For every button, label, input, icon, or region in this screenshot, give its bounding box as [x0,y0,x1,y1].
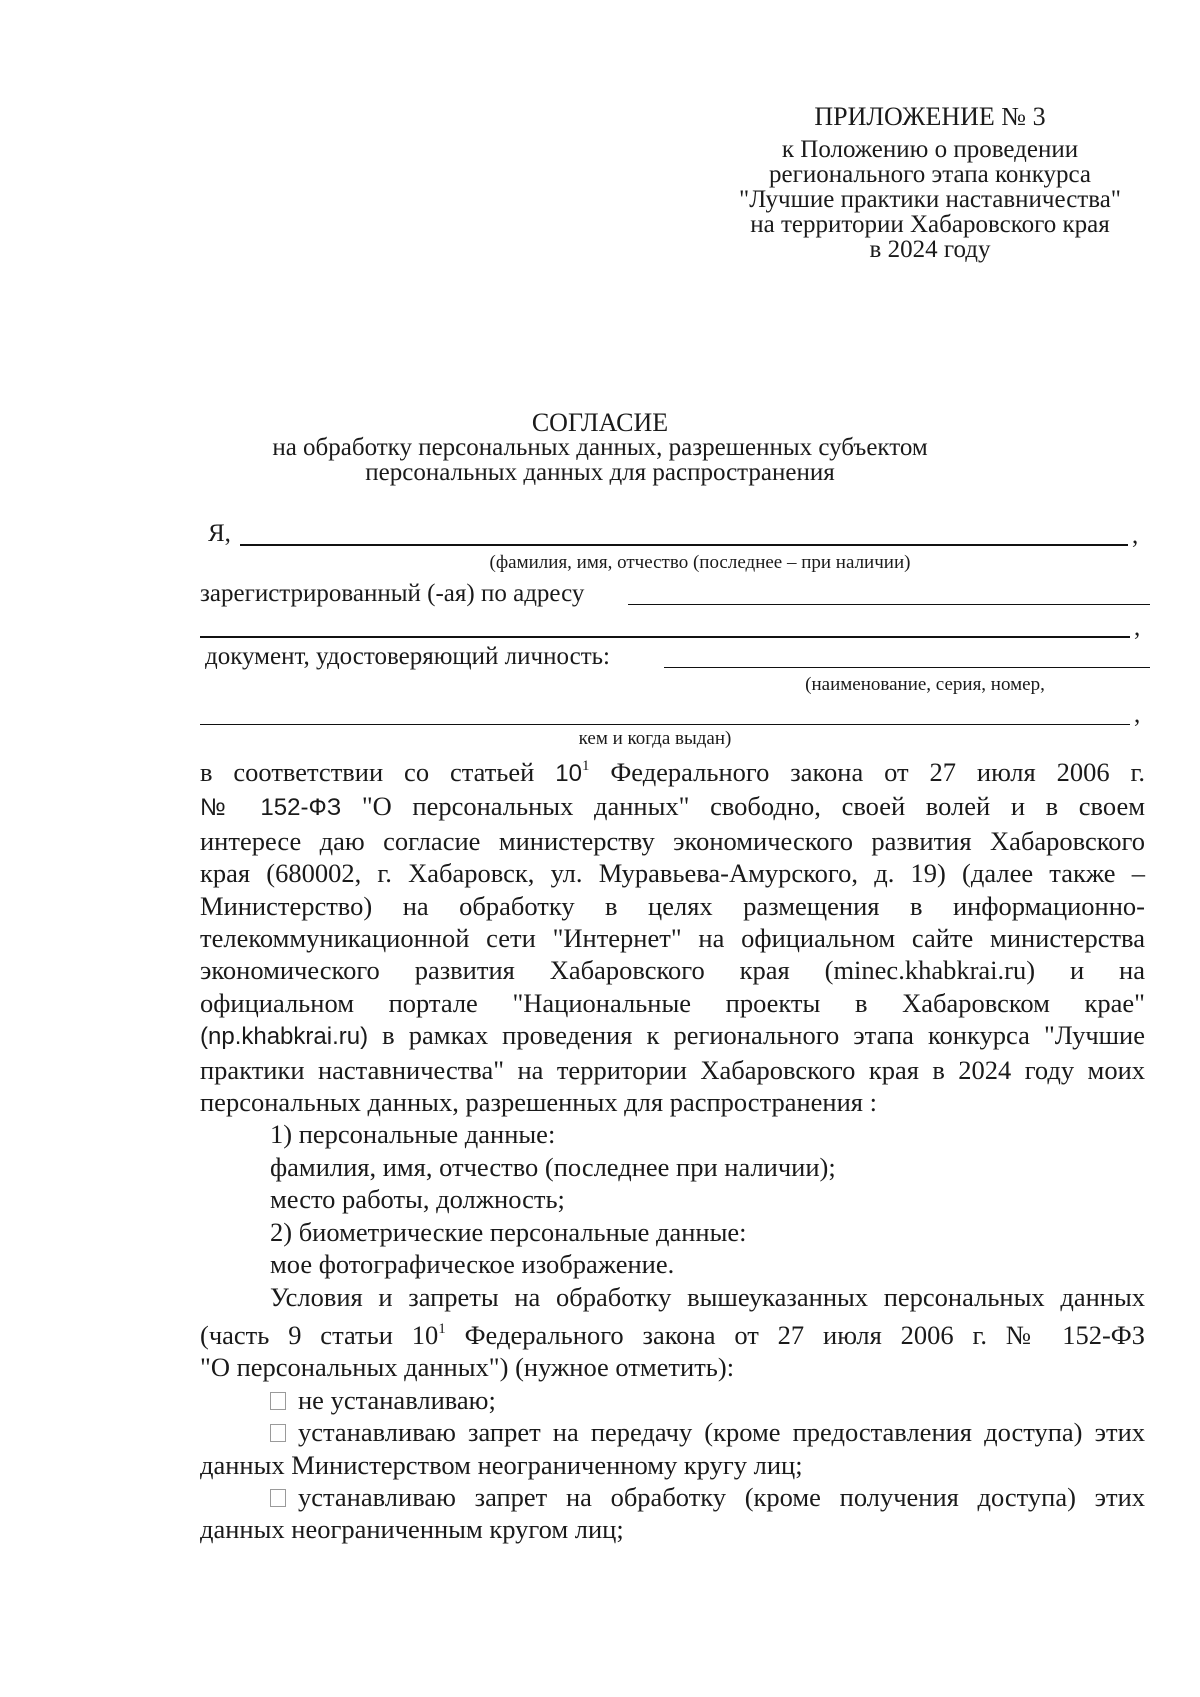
body-line [200,1313,1145,1351]
list-item: фамилия, имя, отчество (последнее при наличии); [270,1151,836,1182]
superscript: 1 [438,1320,446,1337]
appendix-line: в 2024 году [869,236,991,263]
body-line: телекоммуникационной сети "Интернет" на официальном сайте министерства [200,923,1145,954]
body-text: "О персональных данных" свободно, своей волей и в своем [341,791,1145,822]
appendix-line: к Положению о проведении [781,136,1079,163]
law-number: № 152-ФЗ [200,794,342,822]
body-line [200,790,1145,824]
body-line: Министерство) на обработку в целях размещения в информационно- [200,890,1145,921]
address-input-line[interactable] [628,604,1150,605]
body-text: в соответствии со статьей [200,757,556,787]
body-line: "О персональных данных") (нужное отметить): [200,1352,735,1383]
comma: , [1132,522,1139,549]
body-line: персональных данных, разрешенных для распространения : [200,1087,877,1118]
appendix-header [700,104,1160,262]
appendix-title: ПРИЛОЖЕНИЕ № 3 [814,102,1046,131]
option-label: не устанавливаю; [298,1384,496,1415]
body-text: (часть 9 статьи 10 [200,1319,439,1350]
option-label: устанавливаю запрет на обработку (кроме получения доступа) этих [298,1481,1145,1512]
appendix-line: "Лучшие практики наставничества" [738,186,1121,213]
checkbox[interactable] [270,1489,286,1507]
body-line: практики наставничества" на территории Хабаровского края в 2024 году моих [200,1054,1145,1085]
appendix-line: регионального этапа конкурса [768,161,1092,188]
document-title-block [200,410,1000,485]
document-label: документ, удостоверяющий личность: [205,643,610,670]
document-input-line[interactable] [664,667,1150,668]
body-line: интересе даю согласие министерству экономического развития Хабаровского [200,825,1145,856]
i-label: Я, [208,520,231,547]
option-row [200,1384,1145,1416]
body-line [200,1019,1145,1053]
appendix-line: на территории Хабаровского края [750,211,1110,238]
comma: , [1134,701,1141,728]
document-input-line-2[interactable] [200,724,1130,725]
body-text: Федерального закона от 27 июля 2006 г. [589,757,1145,787]
document-subtitle: на обработку персональных данных, разрешенных субъектом [272,434,928,461]
option-row [200,1416,1145,1448]
document-title: СОГЛАСИЕ [531,408,669,437]
list-item: мое фотографическое изображение. [270,1249,675,1280]
body-line: экономического развития Хабаровского края (minec.khabkrai.ru) и на [200,955,1145,986]
fio-input-line[interactable] [240,544,1128,546]
option-row [200,1481,1145,1513]
document-hint-2: кем и когда выдан) [578,728,732,749]
checkbox[interactable] [270,1424,286,1442]
body-text: в рамках проведения к регионального этапа конкурса "Лучшие [368,1020,1145,1051]
checkbox[interactable] [270,1392,286,1410]
fio-hint: (фамилия, имя, отчество (последнее – при наличии) [489,552,911,573]
list-item: 1) персональные данные: [270,1119,556,1150]
document-subtitle: персональных данных для распространения [365,459,835,486]
option-row-continuation: данных неограниченным кругом лиц; [200,1514,624,1545]
superscript: 1 [581,758,590,774]
list-item: 2) биометрические персональные данные: [270,1216,747,1247]
address-label: зарегистрированный (-ая) по адресу [200,580,585,607]
article-number: 10 [555,760,582,787]
list-item: место работы, должность; [270,1184,565,1215]
document-hint: (наименование, серия, номер, [805,674,1045,695]
address-input-line-2[interactable] [200,636,1130,638]
option-row-continuation: данных Министерством неограниченному кругу лиц; [200,1449,803,1480]
body-line [200,750,1145,790]
body-line: края (680002, г. Хабаровск, ул. Муравьева-Амурского, д. 19) (далее также – [200,858,1145,889]
portal-link: (np.khabkrai.ru) [200,1023,369,1051]
body-line: официальном портале "Национальные проекты в Хабаровском крае" [200,987,1145,1018]
comma: , [1134,614,1141,641]
consent-body [200,750,1145,1546]
option-label: устанавливаю запрет на передачу (кроме предоставления доступа) этих [298,1417,1145,1448]
body-line: Условия и запреты на обработку вышеуказанных персональных данных [270,1281,1145,1312]
body-text: Федерального закона от 27 июля 2006 г. № 152-ФЗ [445,1319,1146,1350]
